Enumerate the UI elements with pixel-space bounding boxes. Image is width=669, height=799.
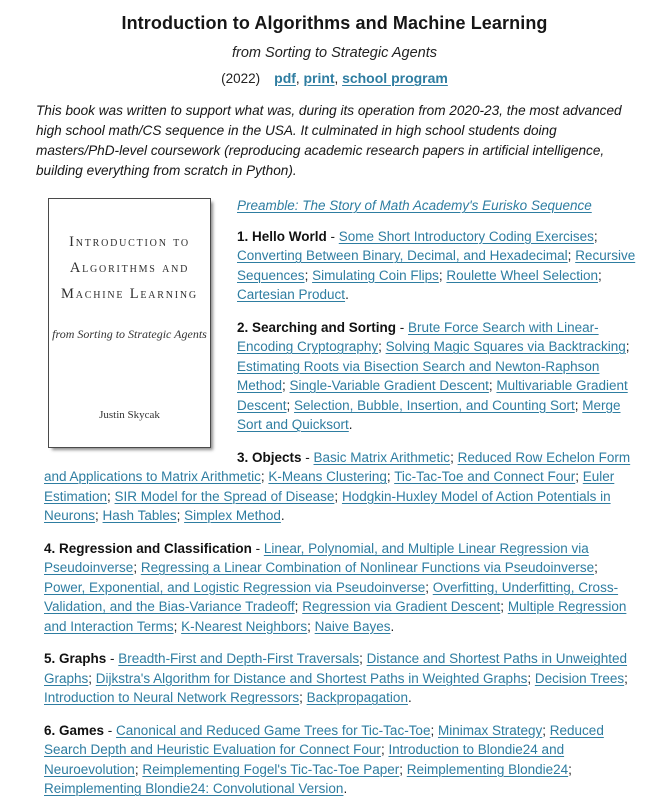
- chapter-label: 4. Regression and Classification: [44, 540, 252, 556]
- chapter-entry: 2. Searching and Sorting - Brute Force Search with Linear-Encoding Cryptography; Solving Magic Squares via Backtracking; Estimating Roots via Bisection Search and Newton-Raphson Method; Single-Variable Gradient Descent; Multivariable Gradient Descent; Selection, Bubble, Insertion, and Counting Sort; Merge Sort and Quicksort.: [237, 319, 630, 432]
- chapter-topic-link[interactable]: Regressing a Linear Combination of Nonlinear Functions via Pseudoinverse: [140, 560, 595, 575]
- book-cover-title-line: Machine Learning: [61, 286, 198, 302]
- chapter-topic-link[interactable]: Simplex Method: [184, 508, 281, 523]
- chapter-topic-link[interactable]: Introduction to Neural Network Regressors: [44, 690, 300, 705]
- book-cover-title: [61, 229, 198, 307]
- chapter-topic-link[interactable]: Breadth-First and Depth-First Traversals: [118, 651, 360, 666]
- chapter-topic-link[interactable]: Multiple Regression and Interaction Terms: [44, 599, 627, 634]
- chapter-entry: 5. Graphs - Breadth-First and Depth-First Traversals; Distance and Shortest Paths in Unweighted Graphs; Dijkstra's Algorithm for Distance and Shortest Paths in Weighted Graphs; Decision Trees; Introduction to Neural Network Regressors; Backpropagation.: [44, 651, 628, 705]
- chapter-entry: 1. Hello World - Some Short Introductory Coding Exercises; Converting Between Binary, Decimal, and Hexadecimal; Recursive Sequences; Simulating Coin Flips; Roulette Wheel Selection; Cartesian Product.: [237, 228, 636, 302]
- chapter-topic-link[interactable]: Reimplementing Blondie24: Convolutional Version: [44, 781, 344, 796]
- chapter-label: 2. Searching and Sorting: [237, 319, 397, 335]
- chapter-topic-link[interactable]: Minimax Strategy: [437, 722, 543, 738]
- chapter-topic-link[interactable]: Some Short Introductory Coding Exercises: [338, 228, 594, 244]
- chapter-topic-link[interactable]: Canonical and Reduced Game Trees for Tic-Tac-Toe: [116, 722, 431, 738]
- chapter-topic-link[interactable]: Regression via Gradient Descent: [302, 599, 501, 614]
- chapter-topic-link[interactable]: SIR Model for the Spread of Disease: [114, 488, 335, 504]
- header: [0, 13, 669, 86]
- publication-row: [0, 70, 669, 86]
- header-link-pdf[interactable]: pdf: [274, 70, 296, 86]
- chapter-entry: 3. Objects - Basic Matrix Arithmetic; Reduced Row Echelon Form and Applications to Matrix Arithmetic; K-Means Clustering; Tic-Tac-Toe and Connect Four; Euler Estimation; SIR Model for the Spread of Disease; Hodgkin-Huxley Model of Action Potentials in Neurons; Hash Tables; Simplex Method.: [44, 449, 631, 523]
- chapter-topic-link[interactable]: Multivariable Gradient Descent: [237, 378, 628, 413]
- book-cover-author: Justin Skycak: [99, 409, 160, 421]
- chapter-topic-link[interactable]: Naive Bayes: [314, 618, 391, 634]
- chapter-label: 1. Hello World: [237, 228, 327, 244]
- main-content: [0, 196, 669, 799]
- book-cover-title-line: Introduction to: [69, 234, 190, 250]
- chapter-topic-link[interactable]: Dijkstra's Algorithm for Distance and Shortest Paths in Weighted Graphs: [95, 670, 528, 686]
- header-link-school-program[interactable]: school program: [342, 70, 448, 86]
- chapter-topic-link[interactable]: Recursive Sequences: [237, 248, 636, 283]
- chapter-topic-link[interactable]: Reduced Search Depth and Heuristic Evaluation for Connect Four: [44, 722, 604, 757]
- chapter-topic-link[interactable]: Simulating Coin Flips: [312, 267, 439, 283]
- chapter-label: 6. Games: [44, 722, 105, 738]
- chapter-topic-link[interactable]: Backpropagation: [306, 690, 408, 705]
- chapter-topic-link[interactable]: Selection, Bubble, Insertion, and Counting Sort: [294, 397, 575, 413]
- chapter-topic-link[interactable]: Cartesian Product: [237, 287, 346, 302]
- book-cover-subtitle: from Sorting to Strategic Agents: [52, 327, 207, 341]
- chapter-topic-link[interactable]: Converting Between Binary, Decimal, and Hexadecimal: [237, 248, 568, 263]
- book-cover-title-line: Algorithms and: [69, 260, 190, 276]
- chapter-topic-link[interactable]: Estimating Roots via Bisection Search and Newton-Raphson Method: [237, 358, 600, 393]
- chapter-topic-link[interactable]: K-Means Clustering: [268, 469, 387, 484]
- intro-paragraph: This book was written to support what was, during its operation from 2020-23, the most advanced high school math/CS sequence in the USA. It culminated in high school students doing masters/PhD-level coursework (reproducing academic research papers in artificial intelligence, building everything from scratch in Python).: [36, 103, 622, 178]
- chapter-topic-link[interactable]: Euler Estimation: [44, 469, 615, 504]
- chapter-topic-link[interactable]: Hodgkin-Huxley Model of Action Potentials in Neurons: [44, 488, 611, 523]
- chapter-topic-link[interactable]: Basic Matrix Arithmetic: [313, 449, 451, 465]
- header-link-print[interactable]: print: [303, 70, 335, 86]
- book-cover: [48, 198, 211, 448]
- chapter-topic-link[interactable]: Reimplementing Fogel's Tic-Tac-Toe Paper: [142, 761, 400, 777]
- header-links: pdf, print, school program: [274, 70, 448, 86]
- chapter-topic-link[interactable]: Single-Variable Gradient Descent: [289, 378, 489, 393]
- chapter-topic-link[interactable]: Merge Sort and Quicksort: [237, 397, 621, 432]
- chapter-topic-link[interactable]: Distance and Shortest Paths in Unweighted Graphs: [44, 651, 628, 686]
- chapter-topic-link[interactable]: Reduced Row Echelon Form and Applications to Matrix Arithmetic: [44, 449, 631, 484]
- chapter-topic-link[interactable]: Decision Trees: [534, 670, 625, 686]
- chapter-topic-link[interactable]: Introduction to Blondie24 and Neuroevolution: [44, 742, 565, 777]
- preamble-link[interactable]: Preamble: The Story of Math Academy's Eurisko Sequence: [237, 198, 592, 213]
- chapter-topic-link[interactable]: Tic-Tac-Toe and Connect Four: [394, 469, 576, 484]
- chapter-label: 3. Objects: [237, 449, 302, 465]
- chapter-topic-link[interactable]: K-Nearest Neighbors: [181, 618, 308, 634]
- chapter-label: 5. Graphs: [44, 651, 107, 666]
- chapter-topic-link[interactable]: Brute Force Search with Linear-Encoding Cryptography: [237, 319, 599, 354]
- chapter-entry: 6. Games - Canonical and Reduced Game Trees for Tic-Tac-Toe; Minimax Strategy; Reduced Search Depth and Heuristic Evaluation for Connect Four; Introduction to Blondie24 and Neuroevolution; Reimplementing Fogel's Tic-Tac-Toe Paper; Reimplementing Blondie24; Reimplementing Blondie24: Convolutional Version.: [44, 722, 604, 796]
- chapter-topic-link[interactable]: Power, Exponential, and Logistic Regression via Pseudoinverse: [44, 579, 426, 595]
- chapter-topic-link[interactable]: Linear, Polynomial, and Multiple Linear Regression via Pseudoinverse: [44, 540, 589, 575]
- chapter-topic-link[interactable]: Reimplementing Blondie24: [406, 761, 569, 777]
- page-title: Introduction to Algorithms and Machine Learning: [121, 13, 548, 33]
- chapter-entry: 4. Regression and Classification - Linear, Polynomial, and Multiple Linear Regression via Pseudoinverse; Regressing a Linear Combination of Nonlinear Functions via Pseudoinverse; Power, Exponential, and Logistic Regression via Pseudoinverse; Overfitting, Underfitting, Cross-Validation, and the Bias-Variance Tradeoff; Regression via Gradient Descent; Multiple Regression and Interaction Terms; K-Nearest Neighbors; Naive Bayes.: [44, 540, 627, 634]
- page-subtitle: from Sorting to Strategic Agents: [232, 45, 437, 61]
- chapter-topic-link[interactable]: Roulette Wheel Selection: [446, 267, 598, 283]
- chapter-topic-link[interactable]: Solving Magic Squares via Backtracking: [385, 339, 626, 354]
- chapter-topic-link[interactable]: Overfitting, Underfitting, Cross-Validation, and the Bias-Variance Tradeoff: [44, 579, 619, 614]
- chapter-topic-link[interactable]: Hash Tables: [102, 508, 177, 523]
- publication-year: (2022): [221, 71, 261, 86]
